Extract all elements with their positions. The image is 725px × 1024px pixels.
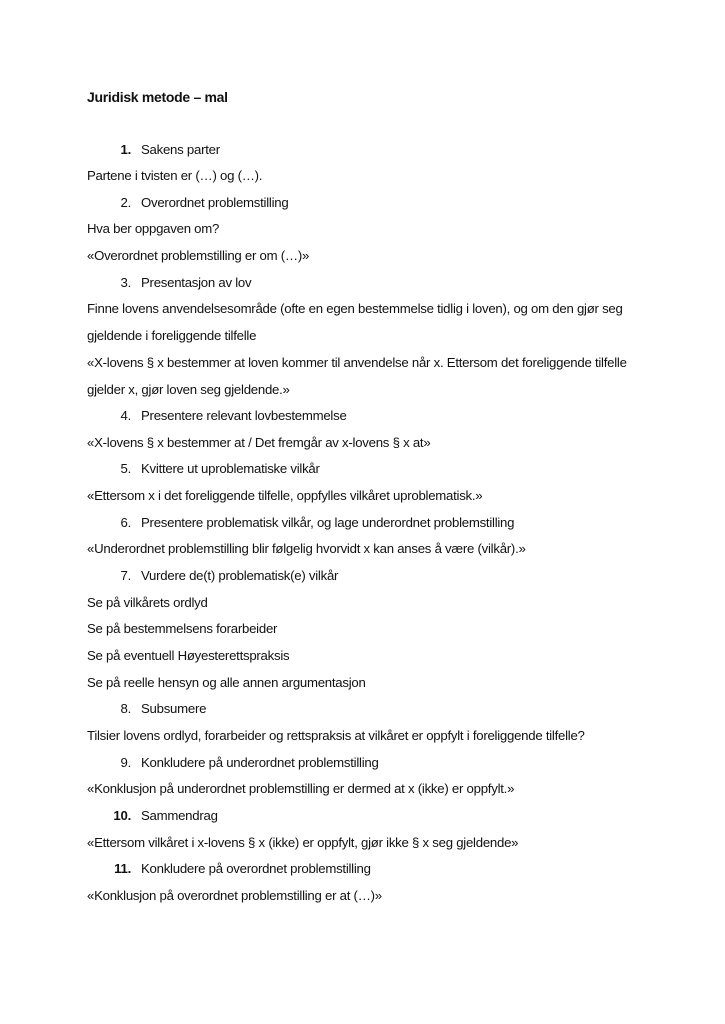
list-number: 5.	[120, 461, 131, 476]
list-number: 10.	[113, 808, 131, 823]
section-heading	[107, 514, 514, 532]
section-heading-text: Sakens parter	[141, 142, 220, 157]
body-paragraph: «X-lovens § x bestemmer at / Det fremgår av x-lovens § x at»	[87, 435, 431, 450]
body-paragraph: «Ettersom vilkåret i x-lovens § x (ikke) er oppfylt, gjør ikke § x seg gjeldende»	[87, 835, 519, 850]
body-paragraph: Se på reelle hensyn og alle annen argumentasjon	[87, 675, 366, 690]
list-number: 1.	[120, 142, 131, 157]
section-heading-text: Subsumere	[141, 701, 207, 716]
body-paragraph: Partene i tvisten er (…) og (…).	[87, 168, 263, 183]
body-paragraph: «X-lovens § x bestemmer at loven kommer til anvendelse når x. Ettersom det foreliggende tilfelle gjelder x, gjør loven seg gjeldende.»	[87, 355, 627, 397]
document-title: Juridisk metode – mal	[87, 89, 228, 105]
section-heading-text: Sammendrag	[141, 808, 218, 823]
section-heading	[107, 194, 288, 212]
section-heading	[107, 460, 320, 478]
body-paragraph: Se på eventuell Høyesterettspraksis	[87, 648, 290, 663]
body-paragraph: «Overordnet problemstilling er om (…)»	[87, 248, 310, 263]
list-number: 3.	[120, 275, 131, 290]
section-heading	[107, 700, 206, 718]
section-heading	[107, 754, 379, 772]
body-paragraph: Finne lovens anvendelsesområde (ofte en egen bestemmelse tidlig i loven), og om den gjør seg gjeldende i foreliggende tilfelle	[87, 301, 623, 343]
body-paragraph: Hva ber oppgaven om?	[87, 221, 220, 236]
list-number: 4.	[120, 408, 131, 423]
section-heading-text: Presentere problematisk vilkår, og lage underordnet problemstilling	[141, 515, 515, 530]
section-heading-text: Overordnet problemstilling	[141, 195, 289, 210]
list-number: 6.	[120, 515, 131, 530]
section-heading-text: Presentasjon av lov	[141, 275, 252, 290]
document-page	[87, 87, 647, 903]
section-heading	[107, 407, 347, 425]
body-paragraph: «Ettersom x i det foreliggende tilfelle, oppfylles vilkåret uproblematisk.»	[87, 488, 483, 503]
list-number: 2.	[120, 195, 131, 210]
body-paragraph: «Underordnet problemstilling blir følgelig hvorvidt x kan anses å være (vilkår).»	[87, 541, 526, 556]
section-heading-text: Konkludere på underordnet problemstilling	[141, 755, 379, 770]
section-heading-text: Konkludere på overordnet problemstilling	[141, 861, 371, 876]
section-heading	[107, 141, 220, 159]
list-number: 8.	[120, 701, 131, 716]
body-paragraph: «Konklusjon på overordnet problemstilling er at (…)»	[87, 888, 382, 903]
list-number: 11.	[114, 861, 131, 876]
body-paragraph: Tilsier lovens ordlyd, forarbeider og rettspraksis at vilkåret er oppfylt i foreliggende tilfelle?	[87, 728, 585, 743]
body-paragraph: Se på bestemmelsens forarbeider	[87, 621, 278, 636]
body-paragraph: Se på vilkårets ordlyd	[87, 595, 208, 610]
section-heading	[107, 807, 218, 825]
section-heading	[107, 274, 251, 292]
body-paragraph: «Konklusjon på underordnet problemstilling er dermed at x (ikke) er oppfylt.»	[87, 781, 515, 796]
section-heading	[107, 860, 371, 878]
section-heading	[107, 567, 338, 585]
section-heading-text: Presentere relevant lovbestemmelse	[141, 408, 347, 423]
list-number: 9.	[120, 755, 131, 770]
section-heading-text: Vurdere de(t) problematisk(e) vilkår	[141, 568, 339, 583]
section-heading-text: Kvittere ut uproblematiske vilkår	[141, 461, 320, 476]
list-number: 7.	[120, 568, 131, 583]
